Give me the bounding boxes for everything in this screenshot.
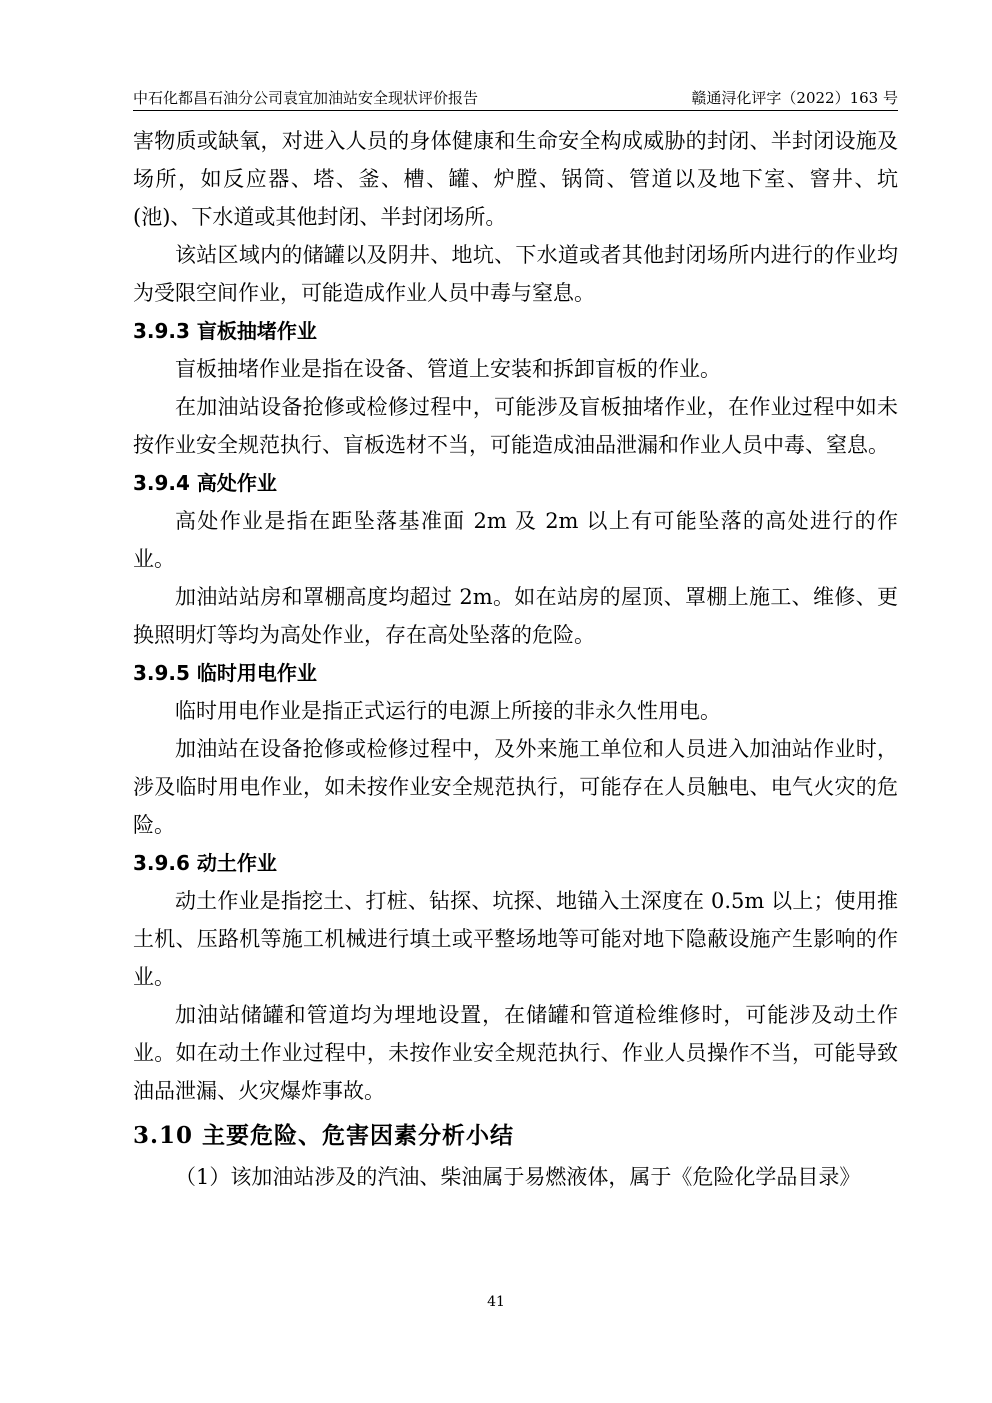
header-document-number: 赣通浔化评字（2022）163 号 bbox=[691, 89, 898, 107]
header-report-title: 中石化都昌石油分公司袁宜加油站安全现状评价报告 bbox=[133, 89, 479, 107]
page-header bbox=[133, 86, 898, 111]
section-heading-3-9-4: 3.9.4 高处作业 bbox=[133, 471, 277, 495]
paragraph-height-work-site: 加油站站房和罩棚高度均超过 2m。如在站房的屋顶、罩棚上施工、维修、更换照明灯等均为高处作业，存在高处坠落的危险。 bbox=[133, 585, 898, 647]
paragraph-confined-space-definition: 害物质或缺氧，对进入人员的身体健康和生命安全构成威胁的封闭、半封闭设施及场所，如反应器、塔、釜、槽、罐、炉膛、锅筒、管道以及地下室、窨井、坑(池)、下水道或其他封闭、半封闭场所。 bbox=[133, 129, 898, 229]
paragraph-blind-plate-definition: 盲板抽堵作业是指在设备、管道上安装和拆卸盲板的作业。 bbox=[175, 357, 721, 381]
paragraph-excavation-definition: 动土作业是指挖土、打桩、钻探、坑探、地锚入土深度在 0.5m 以上；使用推土机、压路机等施工机械进行填土或平整场地等可能对地下隐蔽设施产生影响的作业。 bbox=[133, 889, 898, 989]
paragraph-height-work-definition: 高处作业是指在距坠落基准面 2m 及 2m 以上有可能坠落的高处进行的作业。 bbox=[133, 509, 898, 571]
paragraph-temporary-power-definition: 临时用电作业是指正式运行的电源上所接的非永久性用电。 bbox=[175, 699, 721, 723]
paragraph-excavation-site: 加油站储罐和管道均为埋地设置，在储罐和管道检维修时，可能涉及动土作业。如在动土作业过程中，未按作业安全规范执行、作业人员操作不当，可能导致油品泄漏、火灾爆炸事故。 bbox=[133, 1003, 898, 1103]
paragraph-blind-plate-site: 在加油站设备抢修或检修过程中，可能涉及盲板抽堵作业，在作业过程中如未按作业安全规范执行、盲板选材不当，可能造成油品泄漏和作业人员中毒、窒息。 bbox=[133, 395, 898, 457]
section-heading-3-9-6: 3.9.6 动土作业 bbox=[133, 851, 277, 875]
page-number: 41 bbox=[487, 1294, 505, 1310]
section-heading-3-10: 3.10 主要危险、危害因素分析小结 bbox=[133, 1122, 515, 1149]
paragraph-confined-space-site: 该站区域内的储罐以及阴井、地坑、下水道或者其他封闭场所内进行的作业均为受限空间作业，可能造成作业人员中毒与窒息。 bbox=[133, 243, 898, 305]
page-body bbox=[133, 122, 898, 1196]
paragraph-summary-item-1: （1）该加油站涉及的汽油、柴油属于易燃液体，属于《危险化学品目录》 bbox=[175, 1165, 861, 1189]
paragraph-temporary-power-site: 加油站在设备抢修或检修过程中，及外来施工单位和人员进入加油站作业时，涉及临时用电作业，如未按作业安全规范执行，可能存在人员触电、电气火灾的危险。 bbox=[133, 737, 898, 837]
section-heading-3-9-5: 3.9.5 临时用电作业 bbox=[133, 661, 317, 685]
section-heading-3-9-3: 3.9.3 盲板抽堵作业 bbox=[133, 319, 317, 343]
